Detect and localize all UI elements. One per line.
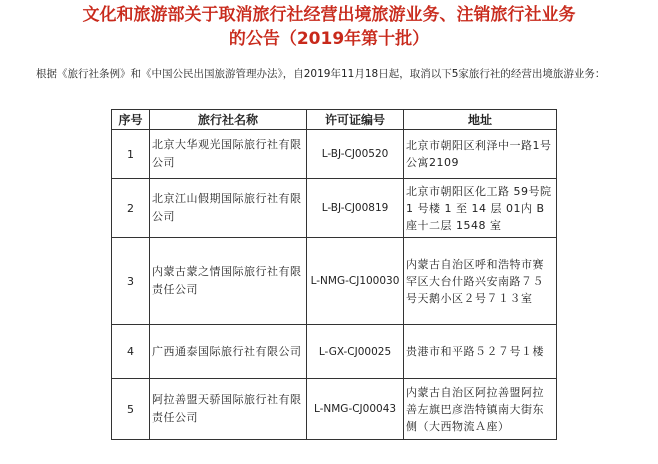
cell-address: 内蒙古自治区呼和浩特市赛罕区大台什路兴安南路７５号天鹅小区２号７１３室	[404, 238, 557, 325]
cell-agency-name: 阿拉善盟天骄国际旅行社有限责任公司	[150, 379, 307, 440]
notice-title-line-2: 的公告（2019年第十批）	[228, 29, 430, 49]
table-row	[112, 325, 557, 379]
cell-license-number: L-GX-CJ00025	[307, 325, 404, 379]
cell-license-number: L-NMG-CJ00043	[307, 379, 404, 440]
cell-agency-name: 北京江山假期国际旅行社有限公司	[150, 179, 307, 238]
cell-license-number: L-BJ-CJ00819	[307, 179, 404, 238]
cell-address: 北京市朝阳区化工路 59号院 1 号楼 1 至 14 层 01内 B 座十二层 1548 室	[404, 179, 557, 238]
header-license-number: 许可证编号	[307, 110, 404, 130]
cell-license-number: L-NMG-CJ100030	[307, 238, 404, 325]
cell-serial-number: 5	[112, 379, 150, 440]
table-row	[112, 130, 557, 179]
header-agency-name: 旅行社名称	[150, 110, 307, 130]
table-row	[112, 238, 557, 325]
agency-table	[111, 109, 557, 440]
header-address: 地址	[404, 110, 557, 130]
table-row	[112, 179, 557, 238]
cell-serial-number: 3	[112, 238, 150, 325]
cell-address: 贵港市和平路５２７号１楼	[404, 325, 557, 379]
cell-address: 内蒙古自治区阿拉善盟阿拉善左旗巴彦浩特镇南大街东侧（大西物流Ａ座）	[404, 379, 557, 440]
notice-title-line-1: 文化和旅游部关于取消旅行社经营出境旅游业务、注销旅行社业务	[82, 5, 576, 25]
cell-license-number: L-BJ-CJ00520	[307, 130, 404, 179]
cell-serial-number: 4	[112, 325, 150, 379]
cell-address: 北京市朝阳区利泽中一路1号公寓2109	[404, 130, 557, 179]
notice-intro-paragraph: 根据《旅行社条例》和《中国公民出国旅游管理办法》，自2019年11月18日起，取消以下5家旅行社的经营出境旅游业务：	[36, 68, 606, 80]
cell-serial-number: 1	[112, 130, 150, 179]
table-header-row	[112, 110, 557, 130]
cell-agency-name: 广西通泰国际旅行社有限公司	[150, 325, 307, 379]
cell-agency-name: 内蒙古蒙之情国际旅行社有限责任公司	[150, 238, 307, 325]
table-row	[112, 379, 557, 440]
header-serial-number: 序号	[112, 110, 150, 130]
cell-agency-name: 北京大华观光国际旅行社有限公司	[150, 130, 307, 179]
cell-serial-number: 2	[112, 179, 150, 238]
